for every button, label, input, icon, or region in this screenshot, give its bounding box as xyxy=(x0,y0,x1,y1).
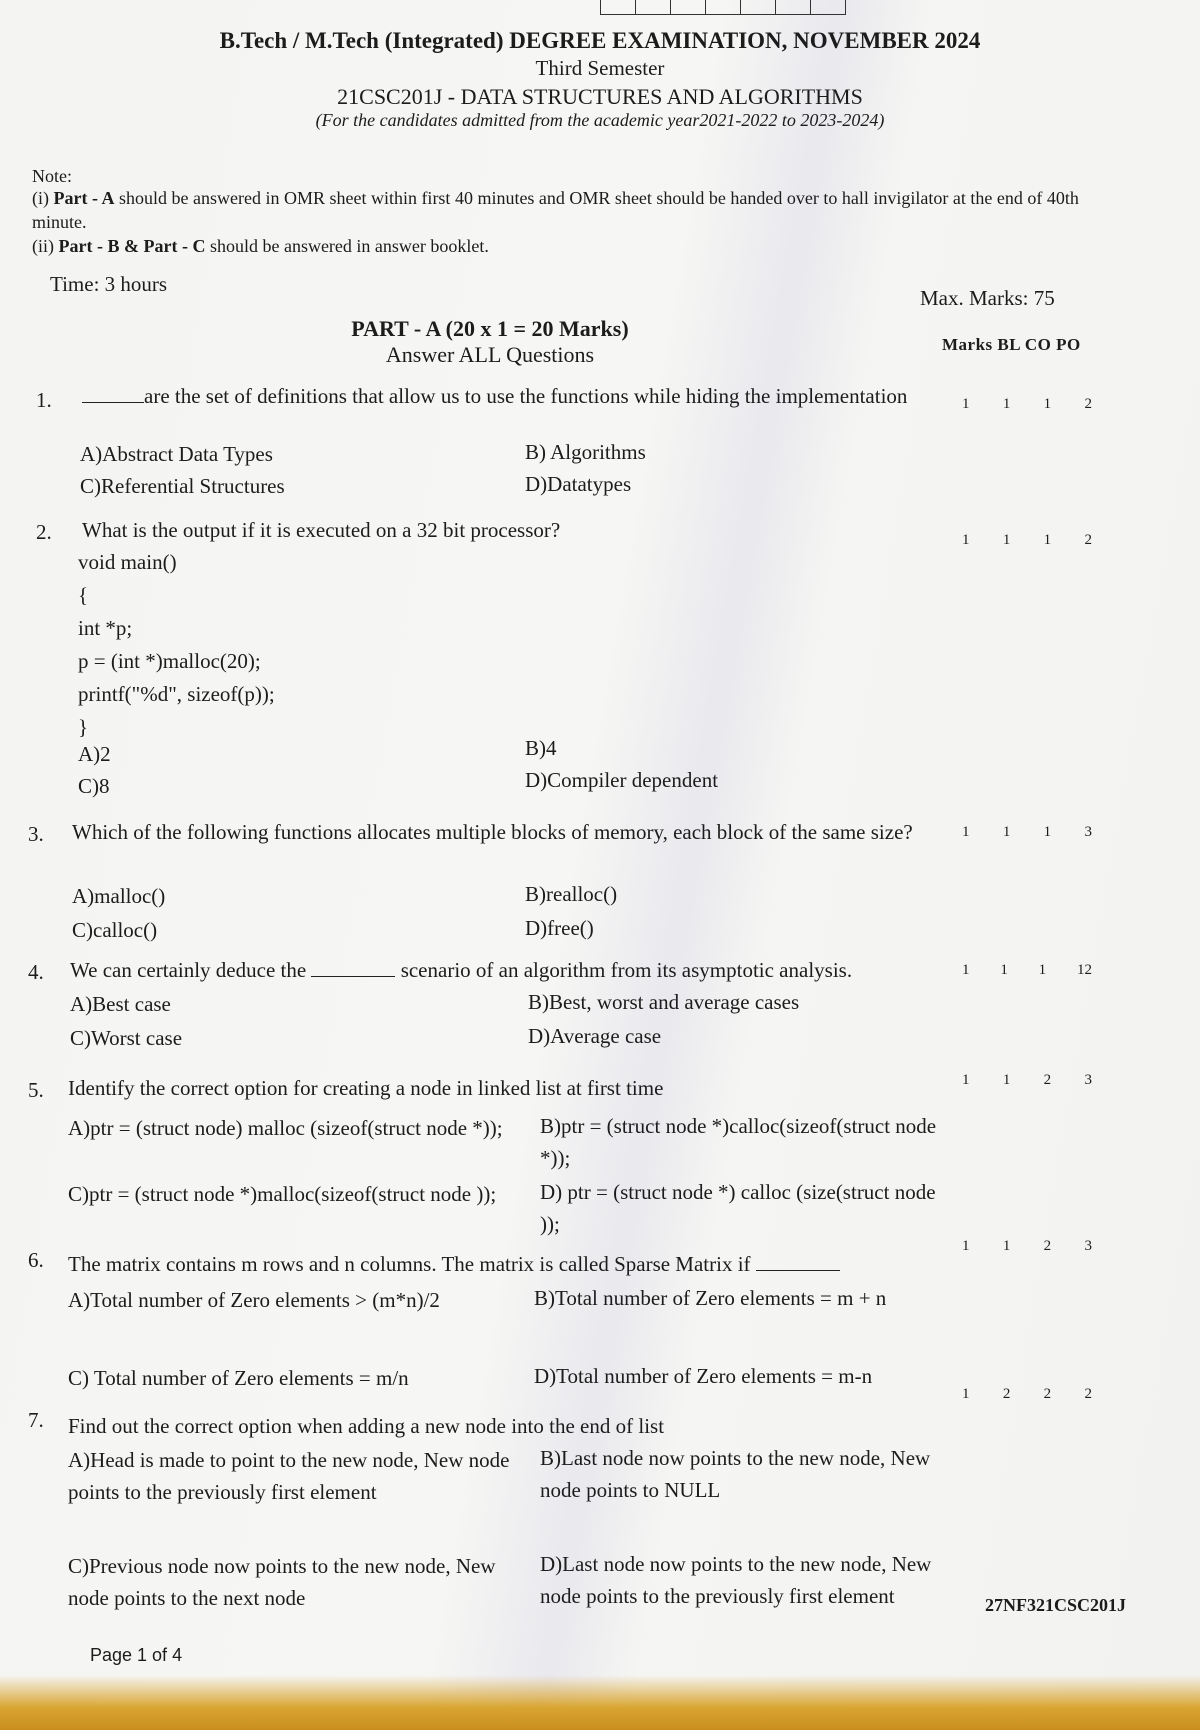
question-text: Find out the correct option when adding a new node into the end of list xyxy=(68,1414,665,1438)
paper-code: 27NF321CSC201J xyxy=(985,1595,1127,1615)
option-d: D)Last node now points to the new node, New node points to the previously first element xyxy=(540,1552,932,1608)
option-b: B)Total number of Zero elements = m + n xyxy=(534,1286,887,1310)
option-d: D)Total number of Zero elements = m-n xyxy=(534,1364,873,1388)
semester: Third Semester xyxy=(535,56,665,80)
time-allowed: Time: 3 hours xyxy=(50,272,168,296)
code-block: void main() { int *p; p = (int *)malloc(20); printf("%d", sizeof(p)); } xyxy=(78,550,275,739)
admission-note: (For the candidates admitted from the academic year2021-2022 to 2023-2024) xyxy=(315,110,885,130)
option-c: C)ptr = (struct node *)malloc(sizeof(struct node )); xyxy=(68,1182,497,1206)
option-d: D)Average case xyxy=(528,1024,662,1048)
course-title: 21CSC201J - DATA STRUCTURES AND ALGORITHMS xyxy=(337,84,863,109)
option-a: A)Best case xyxy=(70,992,171,1016)
page-number: Page 1 of 4 xyxy=(90,1645,183,1665)
option-c: C)Referential Structures xyxy=(80,474,285,498)
option-a: A)Abstract Data Types xyxy=(80,442,273,466)
option-b: B) Algorithms xyxy=(525,440,646,464)
max-marks: Max. Marks: 75 xyxy=(920,286,1055,310)
option-b: B)realloc() xyxy=(525,882,618,906)
question-marks: 1 1 2 3 xyxy=(962,1238,1092,1254)
exam-title: B.Tech / M.Tech (Integrated) DEGREE EXAMINATION, NOVEMBER 2024 xyxy=(219,28,981,53)
option-b: B)Last node now points to the new node, New node points to NULL xyxy=(540,1446,931,1502)
part-a-heading: PART - A (20 x 1 = 20 Marks) Answer ALL Questions xyxy=(351,316,629,367)
question-marks: 1 1 1 12 xyxy=(962,962,1092,978)
option-c: C)8 xyxy=(78,774,110,798)
option-c: C)calloc() xyxy=(72,918,158,942)
note-line-2: (ii) Part - B & Part - C should be answered in answer booklet. xyxy=(32,236,489,256)
marks-column-header: Marks BL CO PO xyxy=(942,335,1081,354)
question-text: What is the output if it is executed on a 32 bit processor? xyxy=(82,518,561,542)
option-c: C) Total number of Zero elements = m/n xyxy=(68,1366,409,1390)
option-a: A)2 xyxy=(78,742,111,766)
note-line-1: (i) Part - A should be answered in OMR sheet within first 40 minutes and OMR sheet should be handed over to hall invigilator at the end of 40th minute. xyxy=(32,188,1079,232)
option-d: D)Datatypes xyxy=(525,472,632,496)
question-text: Identify the correct option for creating a node in linked list at first time xyxy=(68,1076,664,1100)
question-marks: 1 1 2 3 xyxy=(962,1072,1092,1088)
option-c: C)Worst case xyxy=(70,1026,183,1050)
question-marks: 1 1 1 3 xyxy=(962,824,1092,840)
option-a: A)Total number of Zero elements > (m*n)/2 xyxy=(68,1288,440,1312)
option-b: B)Best, worst and average cases xyxy=(528,990,800,1014)
question-text: Which of the following functions allocates multiple blocks of memory, each block of the same size? xyxy=(72,820,913,844)
question-text: The matrix contains m rows and n columns. The matrix is called Sparse Matrix if xyxy=(68,1248,928,1280)
option-a: A)malloc() xyxy=(72,884,166,908)
option-d: D)free() xyxy=(525,916,594,940)
register-number-boxes xyxy=(600,0,846,15)
option-d: D)Compiler dependent xyxy=(525,768,719,792)
option-c: C)Previous node now points to the new node, New node points to the next node xyxy=(68,1554,496,1610)
note-label: Note: xyxy=(32,166,72,186)
question-text: We can certainly deduce the scenario of an algorithm from its asymptotic analysis. xyxy=(70,958,853,982)
option-a: A)Head is made to point to the new node, New node points to the previously first element xyxy=(68,1448,510,1504)
question-marks: 1 1 1 2 xyxy=(962,532,1092,548)
table-edge-background xyxy=(0,1675,1200,1730)
option-d: D) ptr = (struct node *) calloc (size(struct node )); xyxy=(540,1180,936,1236)
option-b: B)4 xyxy=(525,736,557,760)
question-marks: 1 2 2 2 xyxy=(962,1386,1092,1402)
option-a: A)ptr = (struct node) malloc (sizeof(struct node *)); xyxy=(68,1116,503,1140)
option-b: B)ptr = (struct node *)calloc(sizeof(struct node *)); xyxy=(540,1114,937,1170)
question-text: are the set of definitions that allow us to use the functions while hiding the implementation xyxy=(82,380,942,412)
question-marks: 1 1 1 2 xyxy=(962,396,1092,412)
